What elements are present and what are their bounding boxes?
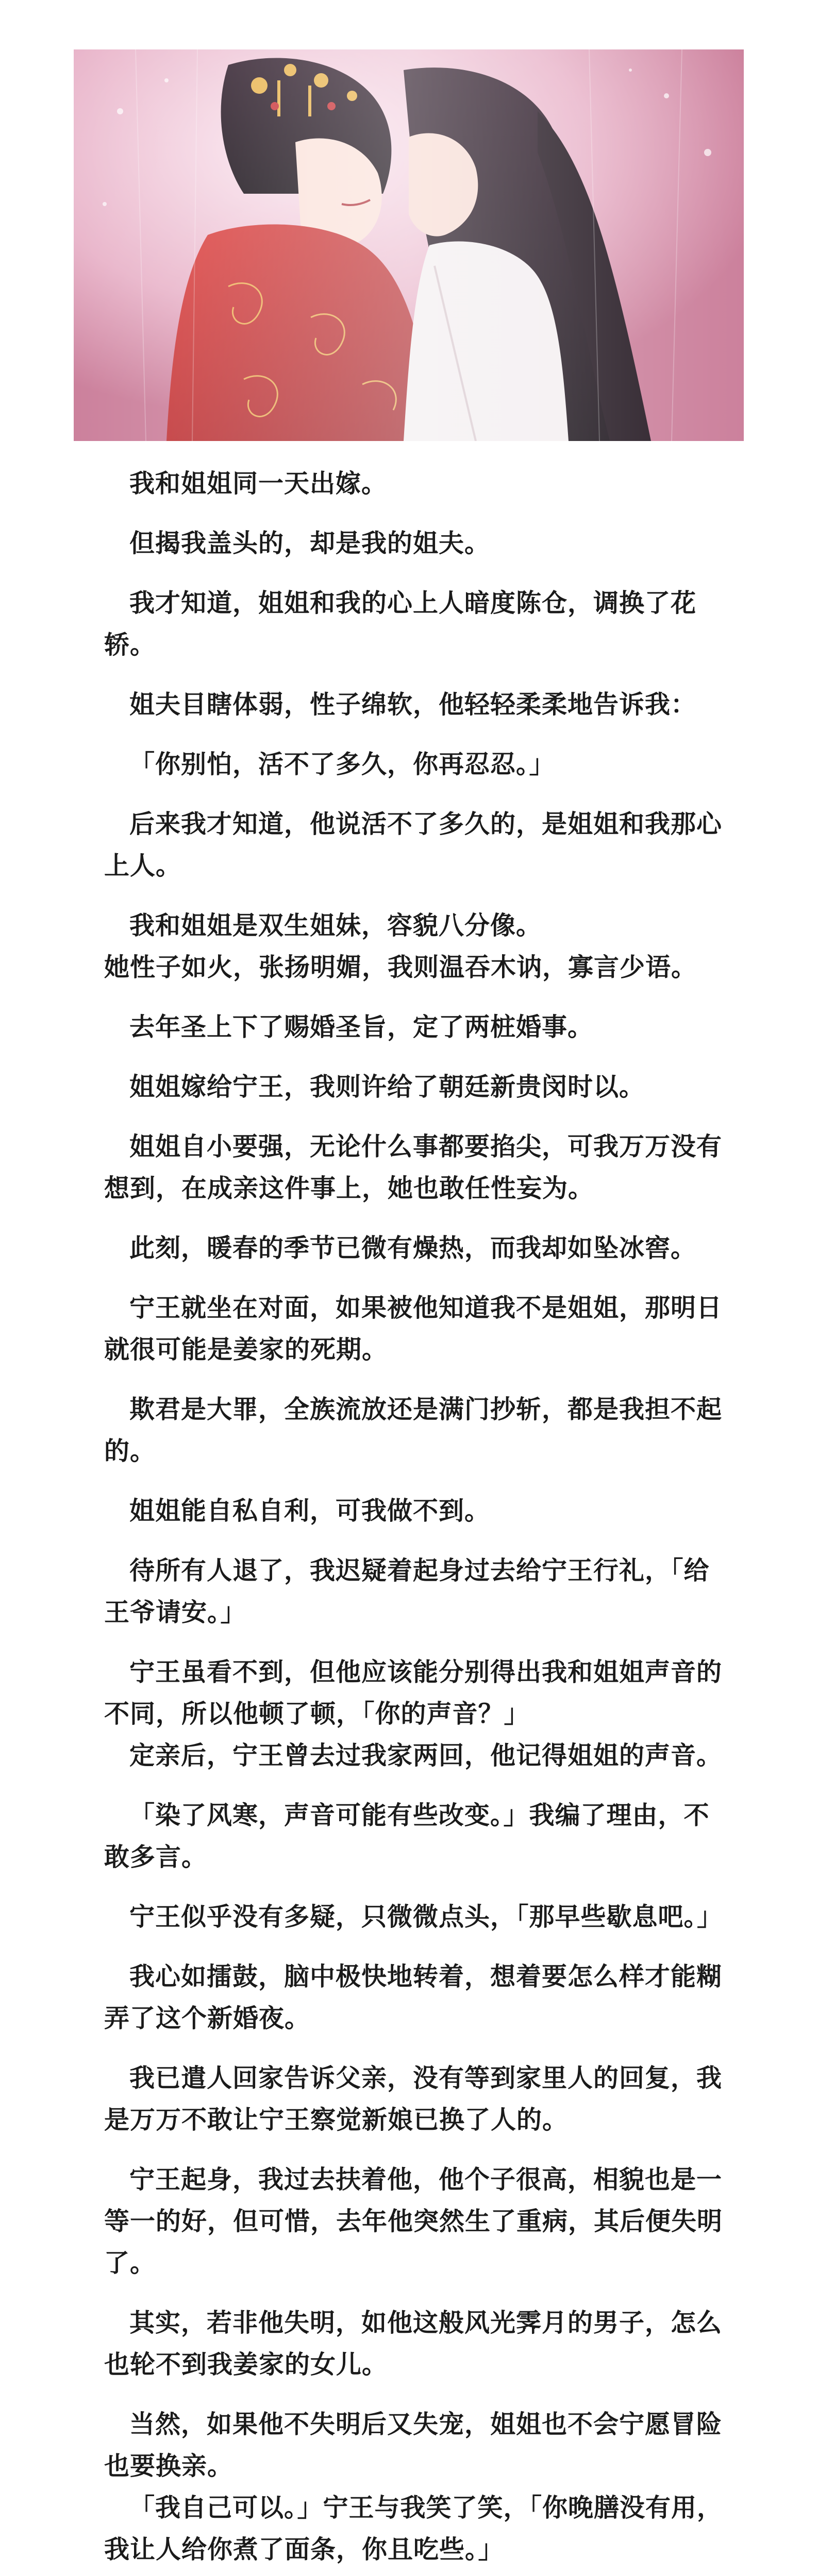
paragraph: 宁王虽看不到，但他应该能分别得出我和姐姐声音的不同，所以他顿了顿，「你的声音？」 [104,1657,723,1728]
article-body [104,463,728,2576]
paragraph: 定亲后，宁王曾去过我家两回，他记得姐姐的声音。 [129,1741,723,1770]
paragraph: 去年圣上下了赐婚圣旨，定了两桩婚事。 [129,1012,594,1042]
paragraph: 我和姐姐是双生姐妹，容貌八分像。 [129,911,542,940]
paragraph: 此刻，暖春的季节已微有燥热，而我却如坠冰窖。 [129,1233,697,1263]
paragraph: 姐姐嫁给宁王，我则许给了朝廷新贵闵时以。 [129,1072,645,1101]
paragraph: 宁王就坐在对面，如果被他知道我不是姐姐，那明日就很可能是姜家的死期。 [104,1293,723,1364]
paragraph: 「我自己可以。」宁王与我笑了笑，「你晚膳没有用，我让人给你煮了面条，你且吃些。」 [104,2493,723,2564]
paragraph: 我心如擂鼓，脑中极快地转着，想着要怎么样才能糊弄了这个新婚夜。 [104,1962,723,2033]
paragraph: 宁王起身，我过去扶着他，他个子很高，相貌也是一等一的好，但可惜，去年他突然生了重病，其后便失明了。 [104,2165,723,2278]
paragraph: 「你别怕，活不了多久，你再忍忍。」 [129,750,555,779]
paragraph: 后来我才知道，他说活不了多久的，是姐姐和我那心上人。 [104,809,723,880]
paragraph: 「染了风寒，声音可能有些改变。」我编了理由，不敢多言。 [104,1801,710,1872]
paragraph: 我已遣人回家告诉父亲，没有等到家里人的回复，我是万万不敢让宁王察觉新娘已换了人的。 [104,2063,723,2134]
paragraph: 姐夫目瞎体弱，性子绵软，他轻轻柔柔地告诉我： [129,690,697,719]
paragraph: 我才知道，姐姐和我的心上人暗度陈仓，调换了花轿。 [104,588,697,659]
header-illustration [74,49,744,441]
paragraph: 宁王似乎没有多疑，只微微点头，「那早些歇息吧。」 [129,1902,723,1931]
paragraph: 但揭我盖头的，却是我的姐夫。 [129,529,491,558]
paragraph: 姐姐能自私自利，可我做不到。 [129,1496,491,1526]
paragraph: 姐姐自小要强，无论什么事都要掐尖，可我万万没有想到，在成亲这件事上，她也敢任性妄为。 [104,1132,723,1203]
paragraph: 她性子如火，张扬明媚，我则温吞木讷，寡言少语。 [104,953,697,982]
paragraph: 当然，如果他不失明后又失宠，姐姐也不会宁愿冒险也要换亲。 [104,2410,723,2481]
bride-groom-illustration [74,49,744,441]
paragraph: 欺君是大罪，全族流放还是满门抄斩，都是我担不起的。 [104,1395,723,1466]
paragraph: 我和姐姐同一天出嫁。 [129,469,388,498]
paragraph: 其实，若非他失明，如他这般风光霁月的男子，怎么也轮不到我姜家的女儿。 [104,2308,723,2379]
paragraph: 待所有人退了，我迟疑着起身过去给宁王行礼，「给王爷请安。」 [104,1556,710,1627]
